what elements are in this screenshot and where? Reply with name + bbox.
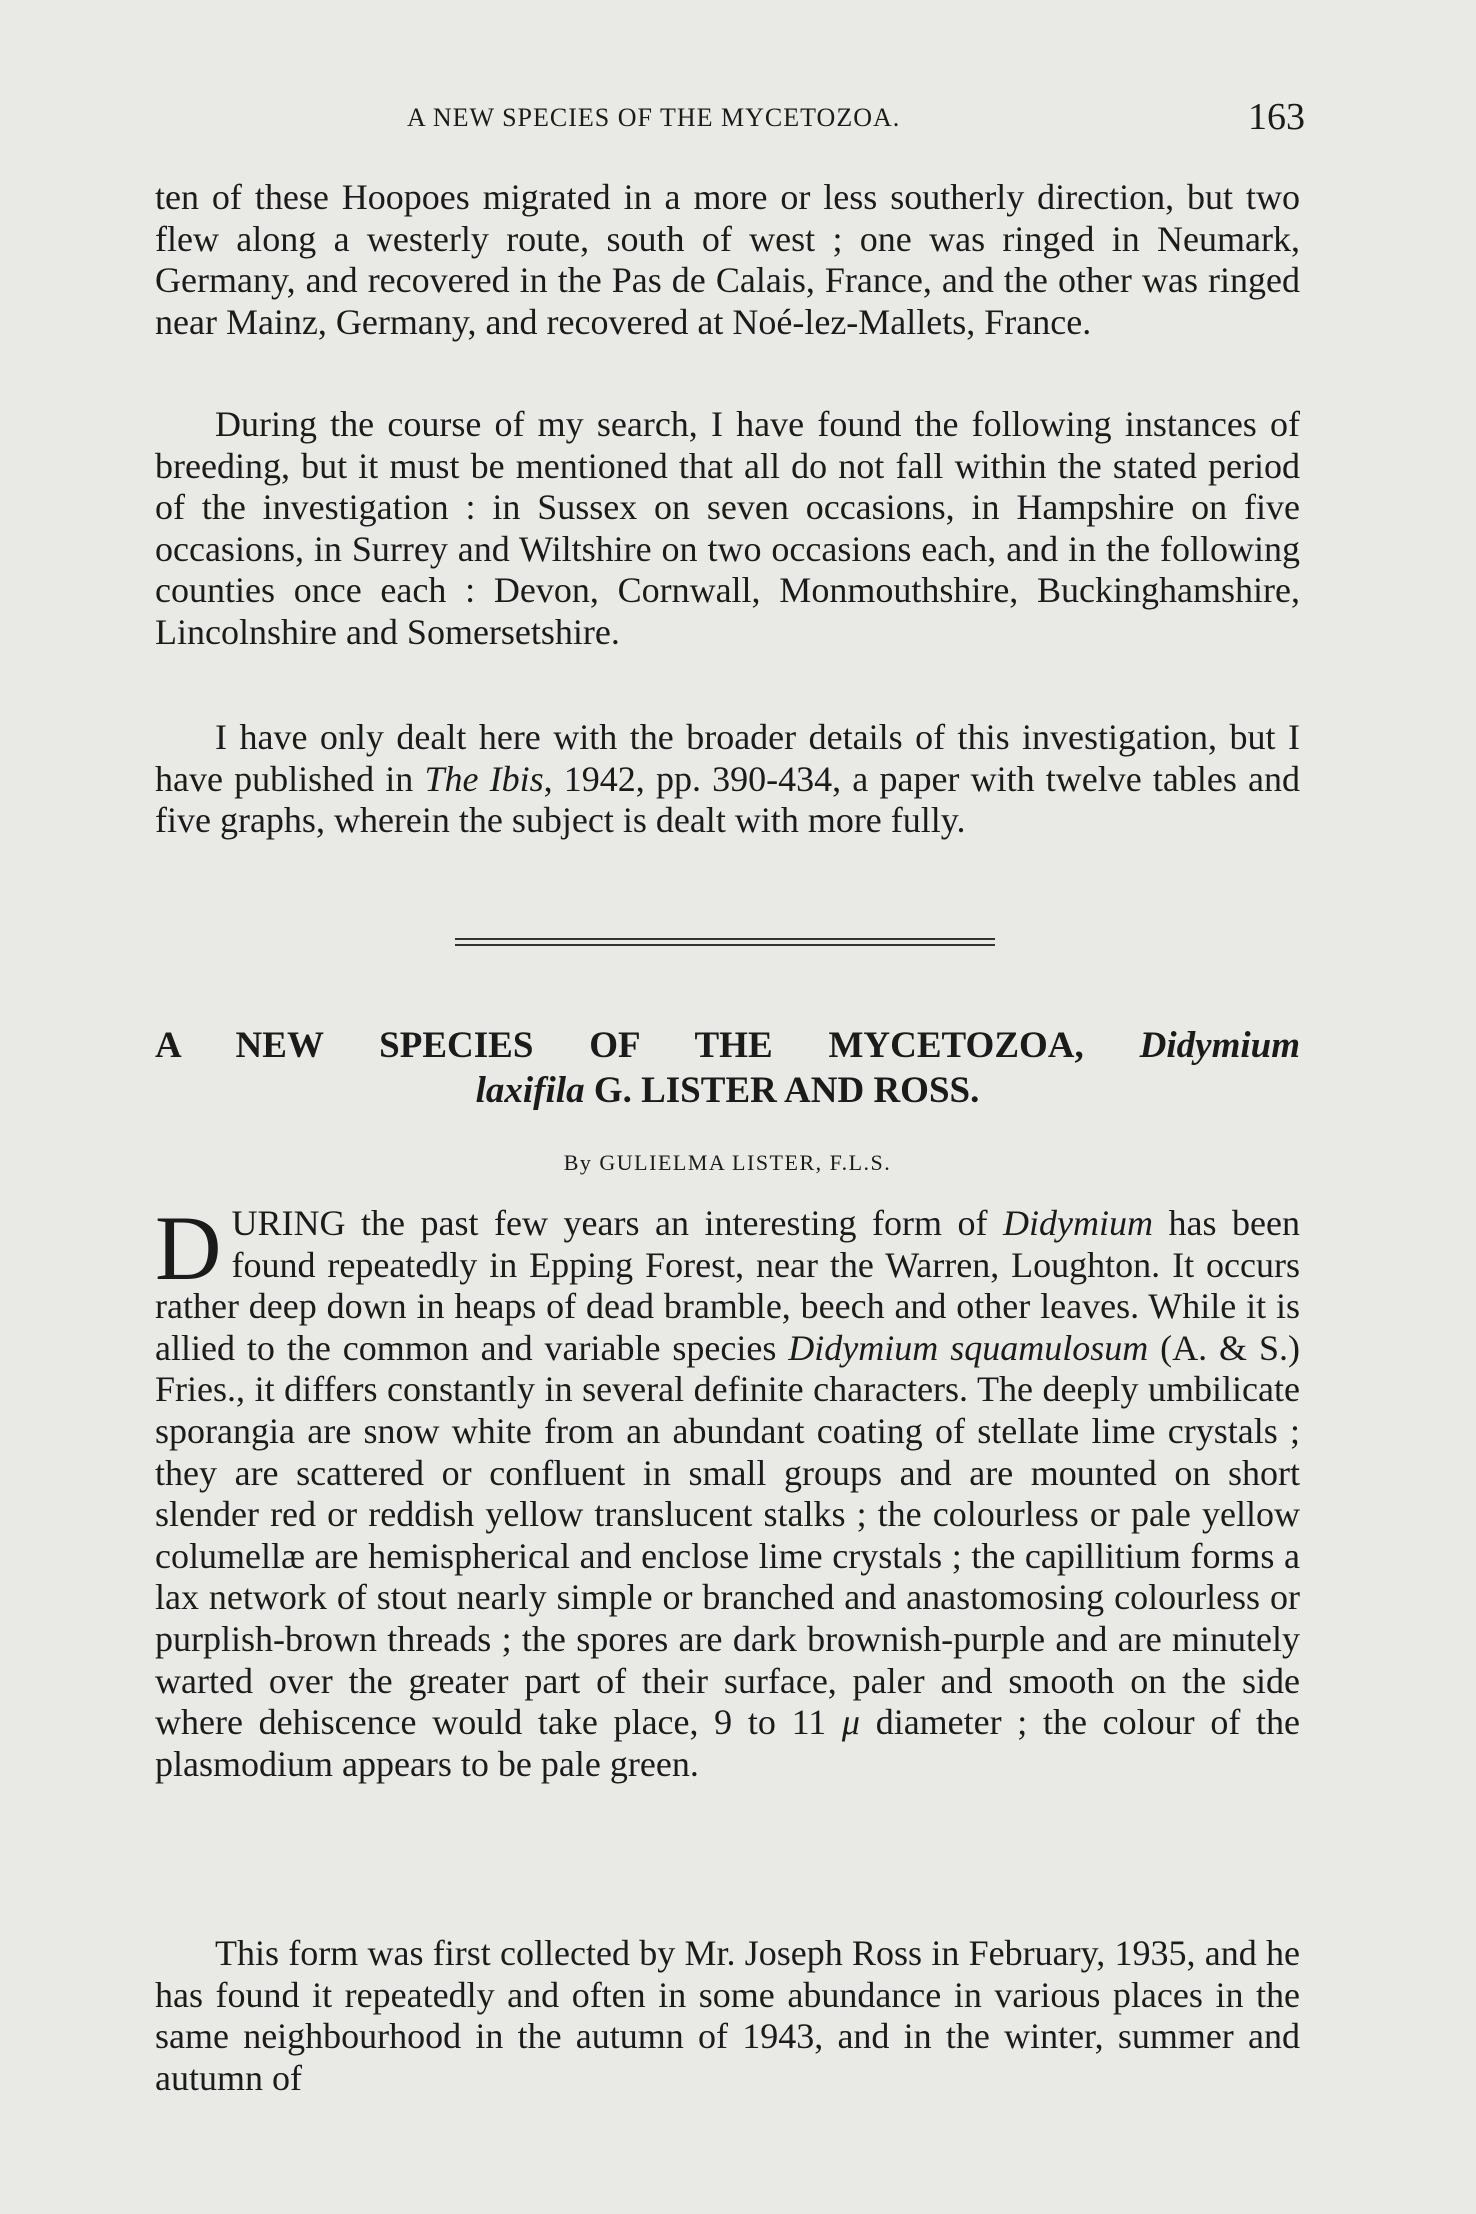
- paragraph-text: This form was first collected by Mr. Joseph Ross in February, 1935, and he has found it repeatedly and often in some abundance in various places in the same neighbourhood in the autumn of 1943, and in the winter, summer and autumn of: [155, 1933, 1300, 2098]
- text-run: diameter ; the colour of the plasmodium appears to be pale green.: [155, 1702, 1300, 1784]
- article-title-line-1: [155, 1023, 1300, 1068]
- paragraph-text: ten of these Hoopoes migrated in a more or less southerly direction, but two flew along a westerly route, south of west ; one was ringed in Neumark, Germany, and recovered in the Pas de Calais, France, and the other was ringed near Mainz, Germany, and recovered at Noé-lez-Mallets, France.: [155, 177, 1300, 342]
- title-authors: G. LISTER AND ROSS.: [584, 1070, 980, 1111]
- text-run: has been found repeatedly in Epping Forest, near the Warren, Loughton. It occurs rather deep down in heaps of dead bramble, beech and other leaves. While it is allied to the common and variable species: [155, 1203, 1301, 1368]
- byline: By GULIELMA LISTER, F.L.S.: [563, 1150, 892, 1175]
- paragraph-text: During the course of my search, I have found the following instances of breeding, but it must be mentioned that all do not fall within the stated period of the investigation : in Sussex on seven occasions, in Hampshire on five occasions, in Surrey and Wiltshire on two occasions each, and in the following counties once each : Devon, Cornwall, Monmouthshire, Buckinghamshire, Lincolnshire and Somersetshire.: [155, 404, 1300, 652]
- title-genus: Didymium: [1139, 1025, 1300, 1066]
- page-number: 163: [1248, 96, 1305, 138]
- text-run: URING the past few years an interesting form of: [231, 1203, 1004, 1243]
- genus-name: Didymium: [1003, 1203, 1153, 1243]
- text-run: , 1942, pp. 390-434, a paper with twelve tables and five graphs, wherein the subject is dealt with more fully.: [155, 758, 1300, 841]
- previous-article-paragraph-2: [155, 404, 1300, 654]
- title-roman: A NEW SPECIES OF THE MYCETOZOA,: [155, 1025, 1140, 1066]
- journal-name: The Ibis: [424, 758, 544, 799]
- section-divider: [455, 938, 995, 946]
- running-head-title: A NEW SPECIES OF THE MYCETOZOA.: [407, 103, 901, 132]
- mu-symbol: μ: [841, 1702, 860, 1743]
- species-name: Didymium squamulosum: [788, 1327, 1149, 1368]
- previous-article-paragraph-3: [155, 717, 1300, 842]
- text-run: (A. & S.) Fries., it differs constantly in several definite characters. The deeply umbilicate sporangia are snow white from an abundant coating of stellate lime crystals ; they are scattered or confluent in small groups and are mounted on short slender red or reddish yellow translucent stalks ; the colourless or pale yellow columellæ are hemispherical and enclose lime crystals ; the capillitium forms a lax network of stout nearly simple or branched and anastomosing colourless or purplish-brown threads ; the spores are dark brownish-purple and are minutely warted over the greater part of their surface, paler and smooth on the side where dehiscence would take place, 9 to 11: [155, 1327, 1300, 1743]
- previous-article-paragraph-1: [155, 177, 1300, 343]
- drop-cap: D: [155, 1197, 222, 1299]
- article-paragraph-1: [155, 1197, 1301, 1785]
- paragraph-text: [155, 1197, 1301, 1785]
- title-species: laxifila: [475, 1070, 585, 1111]
- article-title-line-2: [155, 1068, 1300, 1113]
- paragraph-text: [155, 717, 1300, 842]
- text-run: I have only dealt here with the broader details of this investigation, but I have published in: [155, 717, 1300, 799]
- article-paragraph-2: [155, 1933, 1300, 2099]
- article-title: [155, 1023, 1300, 1113]
